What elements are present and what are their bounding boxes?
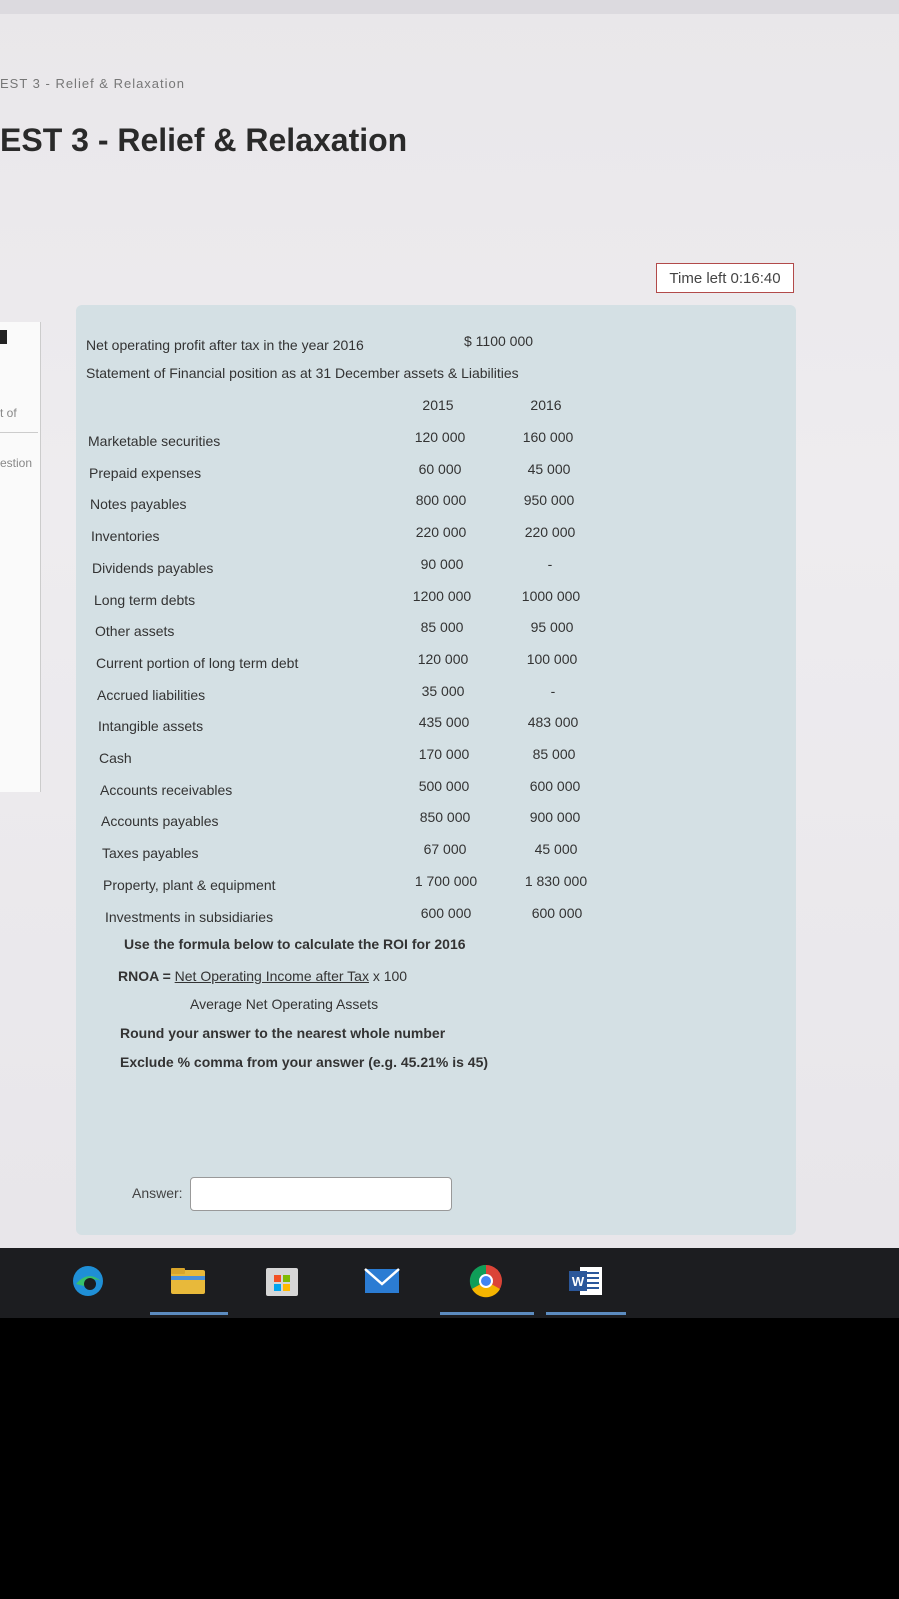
statement-row-label: Cash [99, 750, 132, 766]
file-explorer-icon[interactable] [168, 1262, 208, 1300]
sidebar-text-2[interactable]: estion [0, 456, 33, 470]
statement-value-2016: 160 000 [522, 429, 574, 445]
nopat-label: Net operating profit after tax in the year 2016 [86, 337, 364, 353]
answer-input[interactable] [190, 1177, 452, 1211]
statement-row-label: Intangible assets [98, 718, 204, 734]
statement-value-2016: 45 000 [527, 461, 571, 477]
statement-row-label: Other assets [95, 623, 175, 639]
statement-row-label: Accounts payables [101, 813, 219, 829]
statement-value-2015: 170 000 [418, 746, 470, 762]
exclude-note: Exclude % comma from your answer (e.g. 45.21% is 45) [120, 1054, 489, 1070]
file-explorer-active-indicator [150, 1312, 228, 1315]
statement-value-2015: 435 000 [418, 714, 470, 730]
statement-value-2015: 90 000 [420, 556, 464, 572]
word-icon[interactable] [566, 1262, 606, 1300]
breadcrumb[interactable]: EST 3 - Relief & Relaxation [0, 76, 185, 91]
statement-row-label: Property, plant & equipment [103, 877, 276, 893]
statement-value-2016: 483 000 [527, 714, 579, 730]
statement-value-2015: 600 000 [420, 905, 472, 921]
nopat-value: $ 1100 000 [464, 333, 534, 349]
question-card [76, 305, 796, 1235]
statement-row-label: Taxes payables [102, 845, 199, 861]
statement-value-2016: 95 000 [530, 619, 574, 635]
year-2015-header: 2015 [422, 397, 454, 413]
quiz-navigation-panel [0, 322, 41, 792]
statement-row-label: Current portion of long term debt [96, 655, 299, 671]
word-active-indicator [546, 1312, 626, 1315]
formula-numerator: Net Operating Income after Tax [174, 968, 369, 984]
chrome-active-indicator [440, 1312, 534, 1315]
chrome-icon[interactable] [466, 1262, 506, 1300]
statement-value-2015: 35 000 [421, 683, 465, 699]
statement-value-2015: 1 700 000 [414, 873, 478, 889]
statement-value-2016: 600 000 [531, 905, 583, 921]
mail-icon[interactable] [362, 1262, 402, 1300]
answer-label: Answer: [132, 1185, 183, 1201]
page-title: EST 3 - Relief & Relaxation [0, 122, 408, 158]
statement-row-label: Investments in subsidiaries [105, 909, 274, 925]
statement-value-2015: 220 000 [415, 524, 467, 540]
statement-value-2015: 67 000 [423, 841, 467, 857]
statement-row-label: Dividends payables [92, 560, 214, 576]
formula-line [118, 968, 407, 984]
statement-value-2016: 100 000 [526, 651, 578, 667]
statement-value-2015: 60 000 [418, 461, 462, 477]
statement-row-label: Accounts receivables [100, 782, 233, 798]
statement-label: Statement of Financial position as at 31 December assets & Liabilities [86, 365, 519, 381]
statement-value-2016: 220 000 [524, 524, 576, 540]
statement-row-label: Inventories [91, 528, 160, 544]
formula-multiplier: x 100 [368, 968, 408, 984]
year-2016-header: 2016 [530, 397, 562, 413]
formula-lhs: RNOA = [118, 968, 175, 984]
round-note: Round your answer to the nearest whole number [120, 1025, 446, 1041]
statement-value-2015: 500 000 [418, 778, 470, 794]
taskbar [0, 1248, 899, 1318]
statement-value-2016: - [550, 683, 556, 699]
svg-text:W: W [571, 1274, 585, 1289]
statement-value-2016: 45 000 [534, 841, 578, 857]
browser-top-bar [0, 0, 899, 14]
statement-value-2016: 600 000 [529, 778, 581, 794]
sidebar-divider [0, 432, 38, 433]
sidebar-text-1: t of [0, 406, 17, 420]
statement-row-label: Long term debts [94, 592, 196, 608]
formula-denominator: Average Net Operating Assets [190, 996, 379, 1012]
statement-value-2016: - [547, 556, 553, 572]
edge-icon[interactable] [68, 1262, 108, 1300]
statement-row-label: Accrued liabilities [97, 687, 206, 703]
time-left-timer: Time left 0:16:40 [656, 263, 794, 293]
statement-row-label: Notes payables [90, 496, 187, 512]
statement-value-2015: 800 000 [415, 492, 467, 508]
statement-value-2015: 1200 000 [412, 588, 472, 604]
statement-value-2016: 85 000 [532, 746, 576, 762]
statement-value-2016: 1000 000 [521, 588, 581, 604]
statement-row-label: Marketable securities [88, 433, 221, 449]
statement-row-label: Prepaid expenses [89, 465, 202, 481]
statement-value-2016: 950 000 [523, 492, 575, 508]
statement-value-2015: 85 000 [420, 619, 464, 635]
question-number-marker [0, 330, 7, 344]
statement-value-2016: 900 000 [529, 809, 581, 825]
formula-instruction: Use the formula below to calculate the ROI for 2016 [124, 936, 466, 952]
statement-value-2015: 120 000 [414, 429, 466, 445]
statement-value-2015: 850 000 [419, 809, 471, 825]
statement-value-2016: 1 830 000 [524, 873, 588, 889]
store-icon[interactable] [262, 1262, 302, 1300]
statement-value-2015: 120 000 [417, 651, 469, 667]
